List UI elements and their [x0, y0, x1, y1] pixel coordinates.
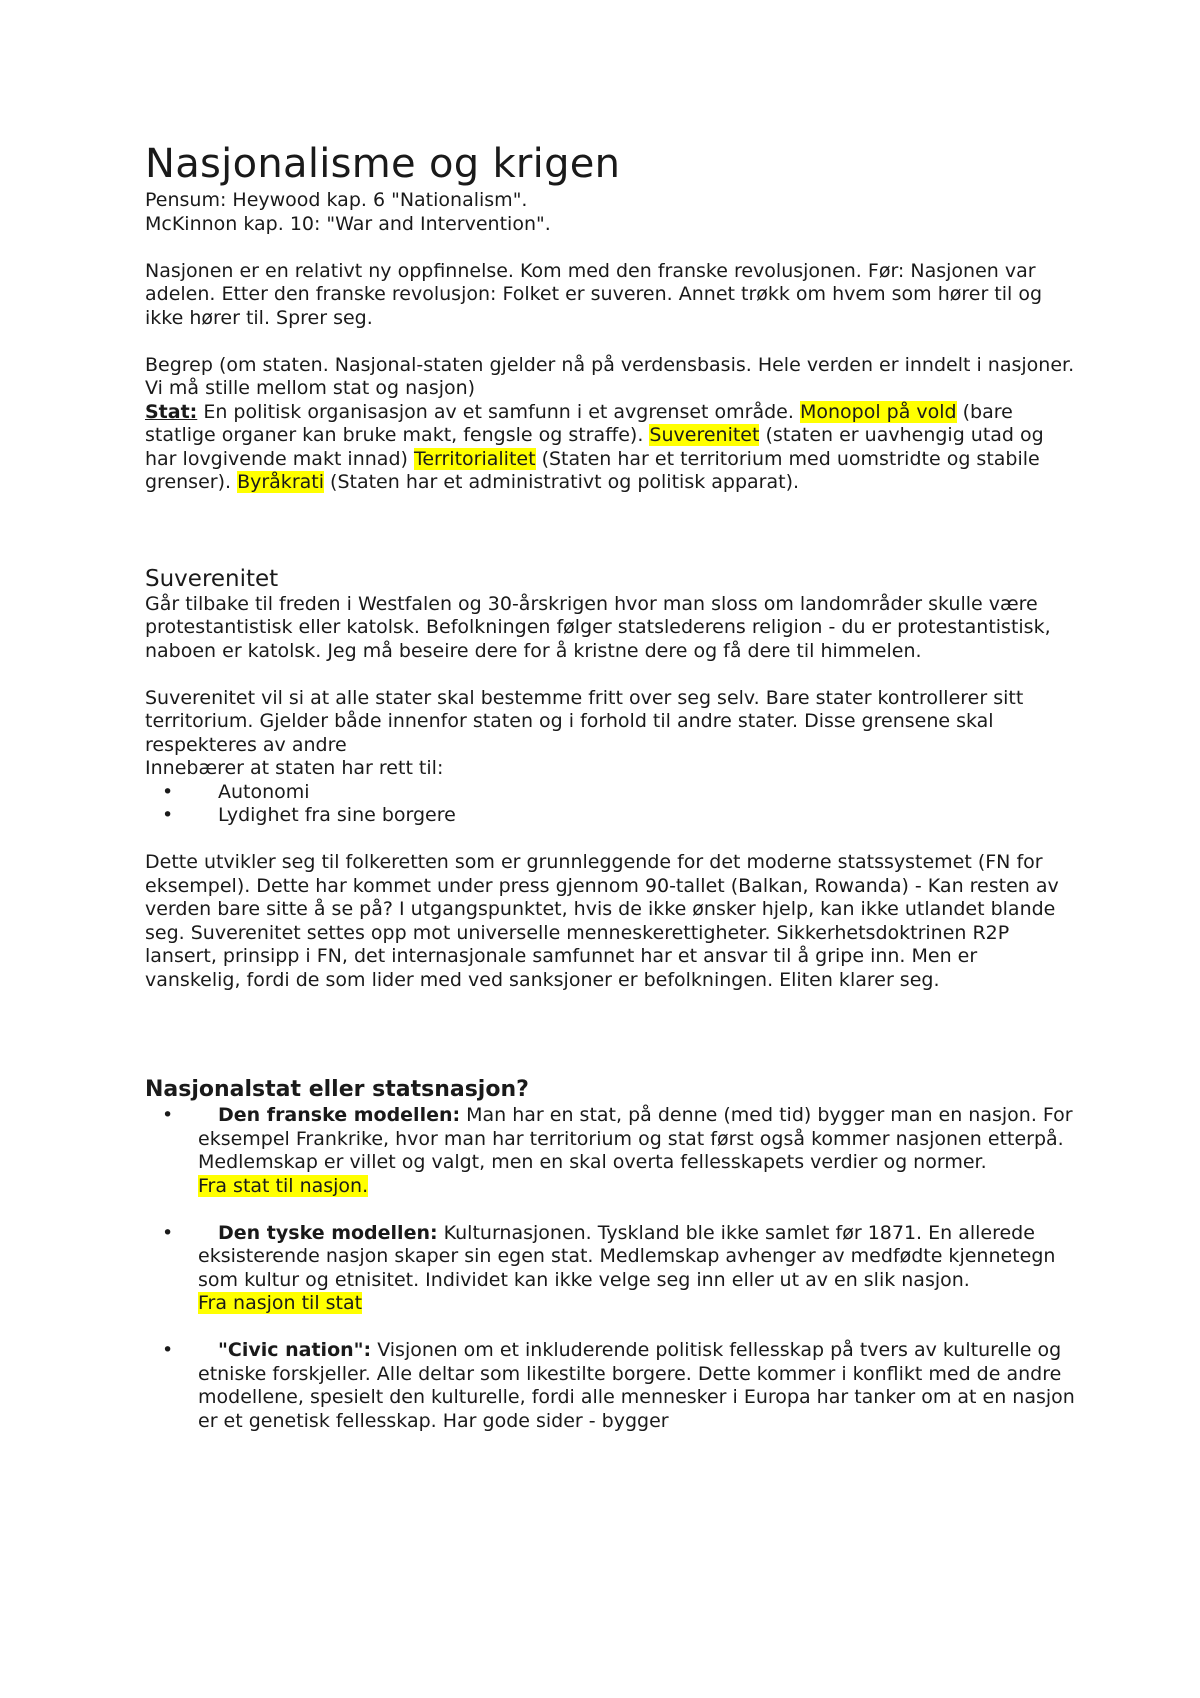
intro-paragraph: Nasjonen er en relativt ny oppfinnelse. Kom med den franske revolusjonen. Før: Nasjonen var adelen. Etter den franske revolusjon: Folket er suveren. Annet trøkk om hvem som hører til og ikke hører til. Sprer seg.	[145, 259, 1043, 329]
bullet-icon: •	[162, 1221, 174, 1244]
list-item-fransk	[145, 1104, 1075, 1198]
bullet-icon: •	[162, 804, 174, 826]
document-content	[145, 139, 1075, 1433]
page-title: Nasjonalisme og krigen	[145, 141, 621, 187]
stat-definition	[145, 401, 1075, 495]
bullet-icon: •	[162, 1339, 174, 1361]
list-item: • Lydighet fra sine borgere	[162, 804, 456, 826]
pensum-line-2: McKinnon kap. 10: "War and Intervention".	[145, 212, 551, 235]
stat-def-text: En politisk organisasjon av et samfunn i et avgrenset område.	[197, 400, 800, 423]
model-highlight: Fra stat til nasjon.	[198, 1174, 369, 1197]
begrep-paragraph: Begrep (om staten. Nasjonal-staten gjelder nå på verdensbasis. Hele verden er inndelt i nasjoner. Vi må stille mellom stat og nasjon)	[145, 353, 1075, 399]
model-text: Kulturnasjonen. Tyskland ble ikke samlet før 1871. En allerede eksisterende nasjon skaper sin egen stat. Medlemskap avhenger av medfødte kjennetegn som kultur og etnisitet. Individet kan ikke velge seg inn eller ut av en slik nasjon.	[198, 1221, 1056, 1291]
model-text: Man har en stat, på denne (med tid) bygger man en nasjon. For eksempel Frankrike, hvor man har territorium og stat først også kommer nasjonen etterpå. Medlemskap er villet og valgt, men en skal overta fellesskapets verdier og normer.	[198, 1104, 1073, 1173]
model-text: Visjonen om et inkluderende politisk fellesskap på tvers av kulturelle og etniske forskjeller. Alle deltar som likestilte borgere. Dette kommer i konflikt med de andre modellene, spesielt den kulturelle, fordi alle mennesker i Europa har tanker om at en nasjon er et genetisk fellesskap. Har gode sider - bygger	[198, 1339, 1075, 1432]
suverenitet-paragraph-2: Suverenitet vil si at alle stater skal bestemme fritt over seg selv. Bare stater kontrollerer sitt territorium. Gjelder både innenfor staten og i forhold til andre stater. Disse grensene skal respekteres av andre	[145, 686, 1024, 756]
model-highlight: Fra nasjon til stat	[198, 1292, 363, 1314]
suverenitet-paragraph-4: Dette utvikler seg til folkeretten som er grunnleggende for det moderne statssystemet (FN for eksempel). Dette har kommet under press gjennom 90-tallet (Balkan, Rowanda) - Kan resten av verden bare sitte å se på? I utgangspunktet, hvis de ikke ønsker hjelp, kan ikke utlandet blande seg. Suverenitet settes opp mot universelle menneskerettigheter. Sikkerhetsdoktrinen R2P lansert, prinsipp i FN, det internasjonale samfunnet har et ansvar til å gripe inn. Men er vanskelig, fordi de som lider med ved sanksjoner er befolkningen. Eliten klarer seg.	[145, 851, 1059, 991]
list-item: • Autonomi	[162, 780, 310, 803]
stat-text-2: (staten er uavhengig utad og har lovgivende makt innad)	[145, 424, 1044, 470]
highlight-byrakrati: Byråkrati	[237, 471, 324, 493]
model-lead: Den franske modellen:	[218, 1104, 461, 1126]
highlight-suverenitet: Suverenitet	[649, 424, 760, 446]
stat-text-3: (Staten har et territorium med uomstridte og stabile grenser).	[145, 447, 1040, 493]
models-list	[145, 1104, 1075, 1433]
model-lead: "Civic nation":	[218, 1339, 372, 1361]
nasjonalstat-heading: Nasjonalstat eller statsnasjon?	[145, 1077, 529, 1102]
suverenitet-paragraph-1: Går tilbake til freden i Westfalen og 30-årskrigen hvor man sloss om landområder skulle være protestantistisk eller katolsk. Befolkningen følger statslederens religion - du er protestantistisk, naboen er katolsk. Jeg må beseire dere for å kristne dere og få dere til himmelen.	[145, 592, 1051, 662]
highlight-territorialitet: Territorialitet	[413, 447, 536, 470]
list-item-civic	[145, 1339, 1075, 1433]
rights-list	[145, 781, 1075, 828]
stat-text-1: (bare statlige organer kan bruke makt, fengsle og straffe).	[145, 400, 1013, 446]
bullet-icon: •	[162, 1104, 174, 1126]
model-lead: Den tyske modellen:	[218, 1221, 438, 1244]
highlight-monopol: Monopol på vold	[799, 400, 957, 423]
spacer	[145, 1198, 1075, 1222]
spacer	[145, 1316, 1075, 1340]
stat-text-4: (Staten har et administrativt og politisk apparat).	[324, 471, 800, 493]
bullet-icon: •	[162, 780, 174, 803]
stat-term: Stat:	[145, 400, 198, 423]
pensum-line-1: Pensum: Heywood kap. 6 "Nationalism".	[145, 189, 528, 211]
suverenitet-heading: Suverenitet	[145, 565, 279, 592]
list-item-tysk	[145, 1222, 1075, 1316]
suverenitet-paragraph-3: Innebærer at staten har rett til:	[145, 757, 444, 779]
